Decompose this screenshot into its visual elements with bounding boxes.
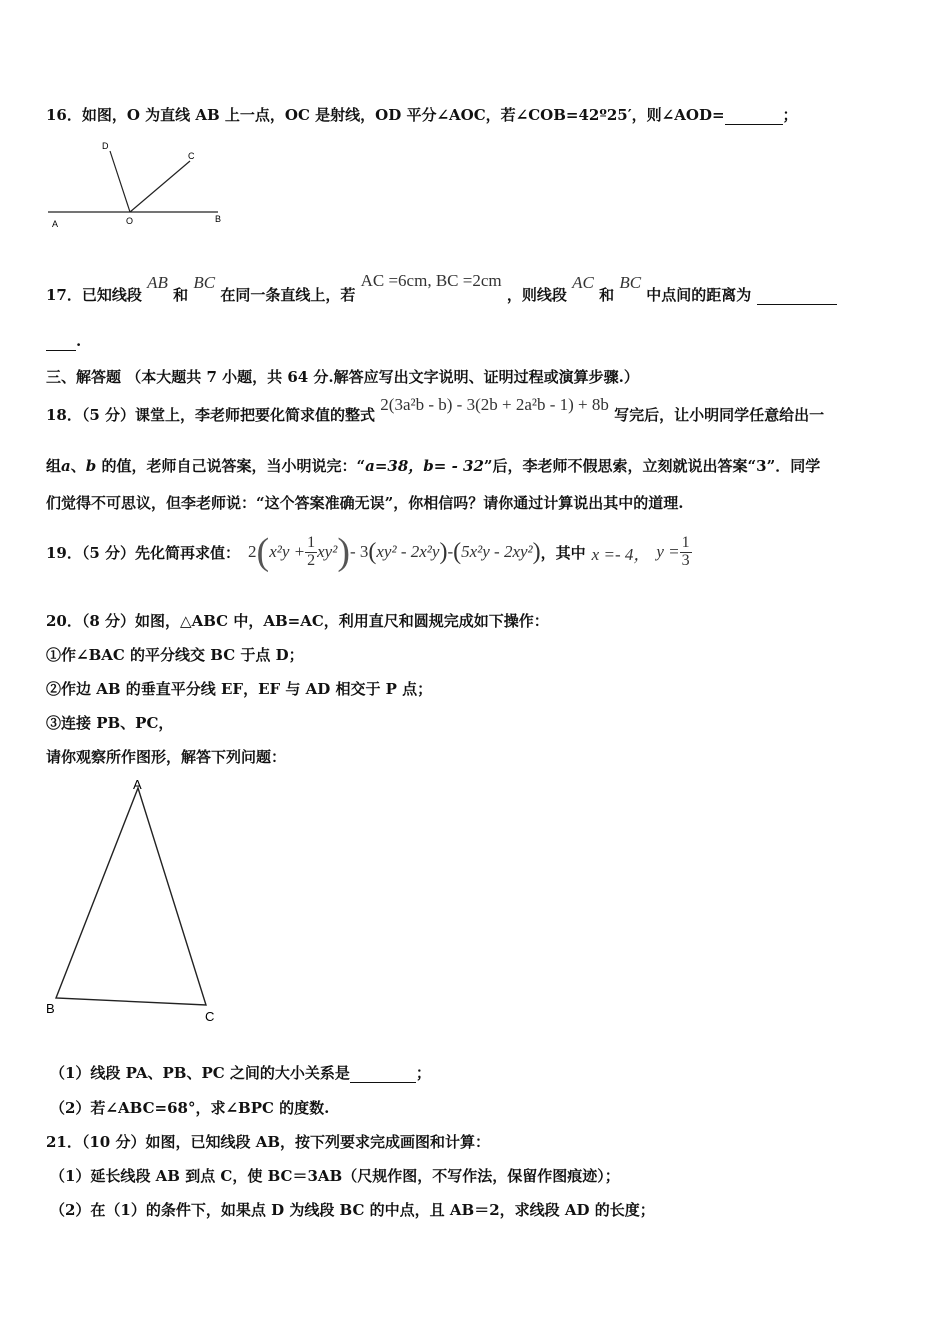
q19-y-value: y = [656,542,680,561]
q17-bc2: BC [619,273,642,292]
q18-line2a: 组 [46,457,62,475]
label-b: B [215,214,222,224]
q19-third-den: 3 [681,551,690,569]
q20-intro: 20．（8 分）如图，△ABC 中，AB=AC，利用直尺和圆规完成如下操作： [46,612,549,630]
q18-condition: a=38，b= - 32 [365,457,484,475]
q17-text [46,268,837,304]
q19-part1: 19．（5 分）先化简再求值： [46,543,241,562]
q17-part3: 在同一条直线上，若 [220,286,356,304]
q19-paren2-close: ) [439,539,448,565]
label-o: O [126,216,134,226]
q17-bc: BC [193,273,216,292]
q17-part2: 和 [173,286,189,304]
q16-answer-blank [725,106,783,125]
q18-line2c: ”后，李老师不假思索，立刻就说出答案“3”．同学 [483,457,821,475]
q19-term1: x²y + [269,542,306,561]
q18-line2 [46,455,820,476]
ray-oc [130,161,190,212]
q19-minus3: - 3 [349,542,369,561]
q18-part1: 18．（5 分）课堂上，李老师把要化简求值的整式 [46,406,376,424]
q20-step3: ③连接 PB、PC， [46,714,174,732]
triangle-abc [56,788,206,1005]
q20-step1: ①作∠BAC 的平分线交 BC 于点 D； [46,646,304,664]
q20-sub1-text: （1）线段 PA、PB、PC 之间的大小关系是 [50,1064,350,1082]
q18-line3: 们觉得不可思议，但李老师说：“这个答案准确无误”，你相信吗？请你通过计算说出其中的道理. [46,494,684,512]
section-header: 三、解答题 （本大题共 7 小题，共 64 分.解答应写出文字说明、证明过程或演算步骤.） [46,368,639,386]
q19-paren3-close: ) [532,539,541,565]
q19-part2: ，其中 [540,543,586,562]
label-c: C [205,1009,215,1024]
q16-figure [40,135,240,235]
q17-ac2: AC [572,273,594,292]
label-d: D [102,141,109,151]
q20-sub1-tail: ； [415,1064,431,1082]
q19-third-num: 1 [681,533,690,551]
q17-answer-blank [757,286,837,305]
q17-period: . [76,332,82,350]
q20-triangle-figure [40,772,240,1032]
q19-half-den: 2 [307,551,316,569]
ray-od [110,151,130,212]
q20-answer-blank [350,1064,416,1083]
q18-expression: 2(3a²b - b) - 3(2b + 2a²b - 1) + 8b [380,395,609,414]
q20-ask: 请你观察所作图形，解答下列问题： [46,748,287,766]
q17-part5: 和 [599,286,615,304]
q17-cont [46,332,81,351]
q19-paren3-open: ( [453,539,462,565]
q19-paren2-open: ( [368,539,377,565]
q18-part2: 写完后，让小明同学任意给出一 [614,406,825,424]
q18-var-a: a [61,457,71,475]
q19-coef: 2 [248,542,257,561]
q18-line1 [46,396,824,426]
q16-text [46,104,798,125]
q19-paren-open: ( [256,531,270,573]
q18-sep: 、 [70,457,86,475]
q18-line2b: 的值，老师自己说答案，当小明说完：“ [96,457,366,475]
q21-sub2: （2）在（1）的条件下，如果点 D 为线段 BC 的中点，且 AB＝2，求线段 AD 的长度； [50,1201,655,1219]
q18-var-b: b [85,457,97,475]
q17-part1: 17．已知线段 [46,286,142,304]
q17-answer-blank-cont [46,332,76,351]
q20-sub2: （2）若∠ABC=68°，求∠BPC 的度数. [50,1099,330,1117]
q19-minus: - [447,542,454,561]
q20-step2: ②作边 AB 的垂直平分线 EF，EF 与 AD 相交于 P 点； [46,680,433,698]
q19-fraction-half [305,535,317,570]
label-a: A [52,219,59,229]
q19-term4: 5x²y - 2xy² [461,542,533,561]
label-a: A [133,777,142,792]
q16-tail: ； [782,106,798,124]
q17-part6: 中点间的距离为 [646,286,752,304]
q21-intro: 21．（10 分）如图，已知线段 AB，按下列要求完成画图和计算： [46,1133,491,1151]
q21-sub1: （1）延长线段 AB 到点 C，使 BC＝3AB（尺规作图，不写作法，保留作图痕迹）； [50,1167,620,1185]
q19-half-num: 1 [307,533,316,551]
q19-line [46,527,692,577]
q19-paren-close: ) [337,531,350,573]
q16-statement: 16．如图，O 为直线 AB 上一点，OC 是射线，OD 平分∠AOC，若∠COB=42º25′，则∠AOD= [46,106,725,124]
q19-term3: xy² - 2x²y [376,542,440,561]
q17-part4: ，则线段 [506,286,567,304]
q17-condition: AC =6cm, BC =2cm [360,271,502,290]
q19-fraction-third [680,535,692,570]
label-c: C [188,151,195,161]
label-b: B [46,1001,55,1016]
q19-term2: xy² [317,542,338,561]
q17-ab: AB [147,273,168,292]
q20-sub1 [50,1062,431,1083]
q19-x-value: x =- 4， [591,544,651,564]
